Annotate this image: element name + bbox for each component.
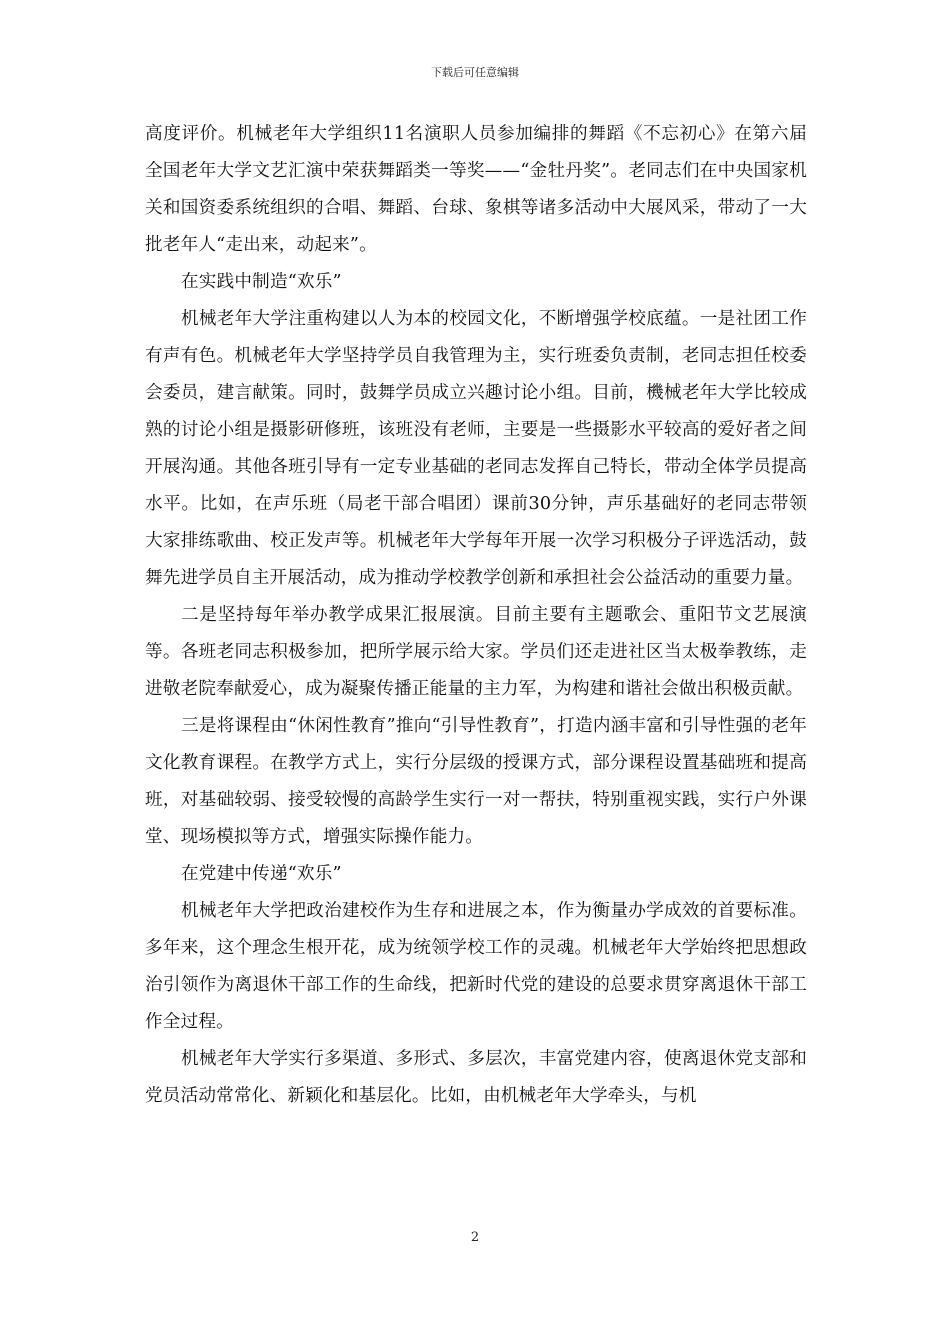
paragraph-political-building: 机械老年大学把政治建校作为生存和进展之本，作为衡量办学成效的首要标准。多年来，这个理念生根开花，成为统领学校工作的灵魂。机械老年大学始终把思想政治引领作为离退休干部工作的生命线，把新时代党的建设的总要求贯穿离退休干部工作全过程。	[145, 901, 807, 1032]
section-heading-practice: 在实践中制造“欢乐”	[181, 272, 342, 292]
page-number: 2	[470, 1230, 480, 1245]
paragraph-performances: 二是坚持每年举办教学成果汇报展演。目前主要有主题歌会、重阳节文艺展演等。各班老同志积极参加，把所学展示给大家。学员们还走进社区当太极拳教练，走进敬老院奉献爱心，成为凝聚传播正能量的主力军，为构建和谐社会做出积极贡献。	[145, 605, 807, 699]
paragraph-campus-culture: 机械老年大学注重构建以人为本的校园文化，不断增强学校底蕴。一是社团工作有声有色。机械老年大学坚持学员自我管理为主，实行班委负责制，老同志担任校委会委员，建言献策。同时，鼓舞学员成立兴趣讨论小组。目前，機械老年大学比较成熟的讨论小组是摄影研修班，该班没有老师，主要是一些摄影水平较高的爱好者之间开展沟通。其他各班引导有一定专业基础的老同志发挥自己特长，带动全体学员提高水平。比如，在声乐班（局老干部合唱团）课前30分钟，声乐基础好的老同志带领大家排练歌曲、校正发声等。机械老年大学每年开展一次学习积极分子评选活动，鼓舞先进学员自主开展活动，成为推动学校教学创新和承担社会公益活动的重要力量。	[145, 309, 807, 588]
section-heading-party-building: 在党建中传递“欢乐”	[181, 864, 342, 884]
paragraph-continuation: 高度评价。机械老年大学组织11名演职人员参加编排的舞蹈《不忘初心》在第六届全国老年大学文艺汇演中荣获舞蹈类一等奖——“金牡丹奖”。老同志们在中央国家机关和国资委系统组织的合唱、舞蹈、台球、象棋等诸多活动中大展风采，带动了一大批老年人“走出来，动起来”。	[145, 124, 807, 255]
paragraph-party-activities: 机械老年大学实行多渠道、多形式、多层次，丰富党建内容，使离退休党支部和党员活动常常化、新颖化和基层化。比如，由机械老年大学牵头，与机	[145, 1049, 807, 1106]
page-header: 下载后可任意编辑	[431, 66, 519, 79]
document-body	[145, 116, 807, 1115]
paragraph-curriculum: 三是将课程由“休闲性教育”推向“引导性教育”，打造内涵丰富和引导性强的老年文化教育课程。在教学方式上，实行分层级的授课方式，部分课程设置基础班和提高班，对基础较弱、接受较慢的高龄学生实行一对一帮扶，特别重视实践，实行户外课堂、现场模拟等方式，增强实际操作能力。	[145, 716, 807, 847]
